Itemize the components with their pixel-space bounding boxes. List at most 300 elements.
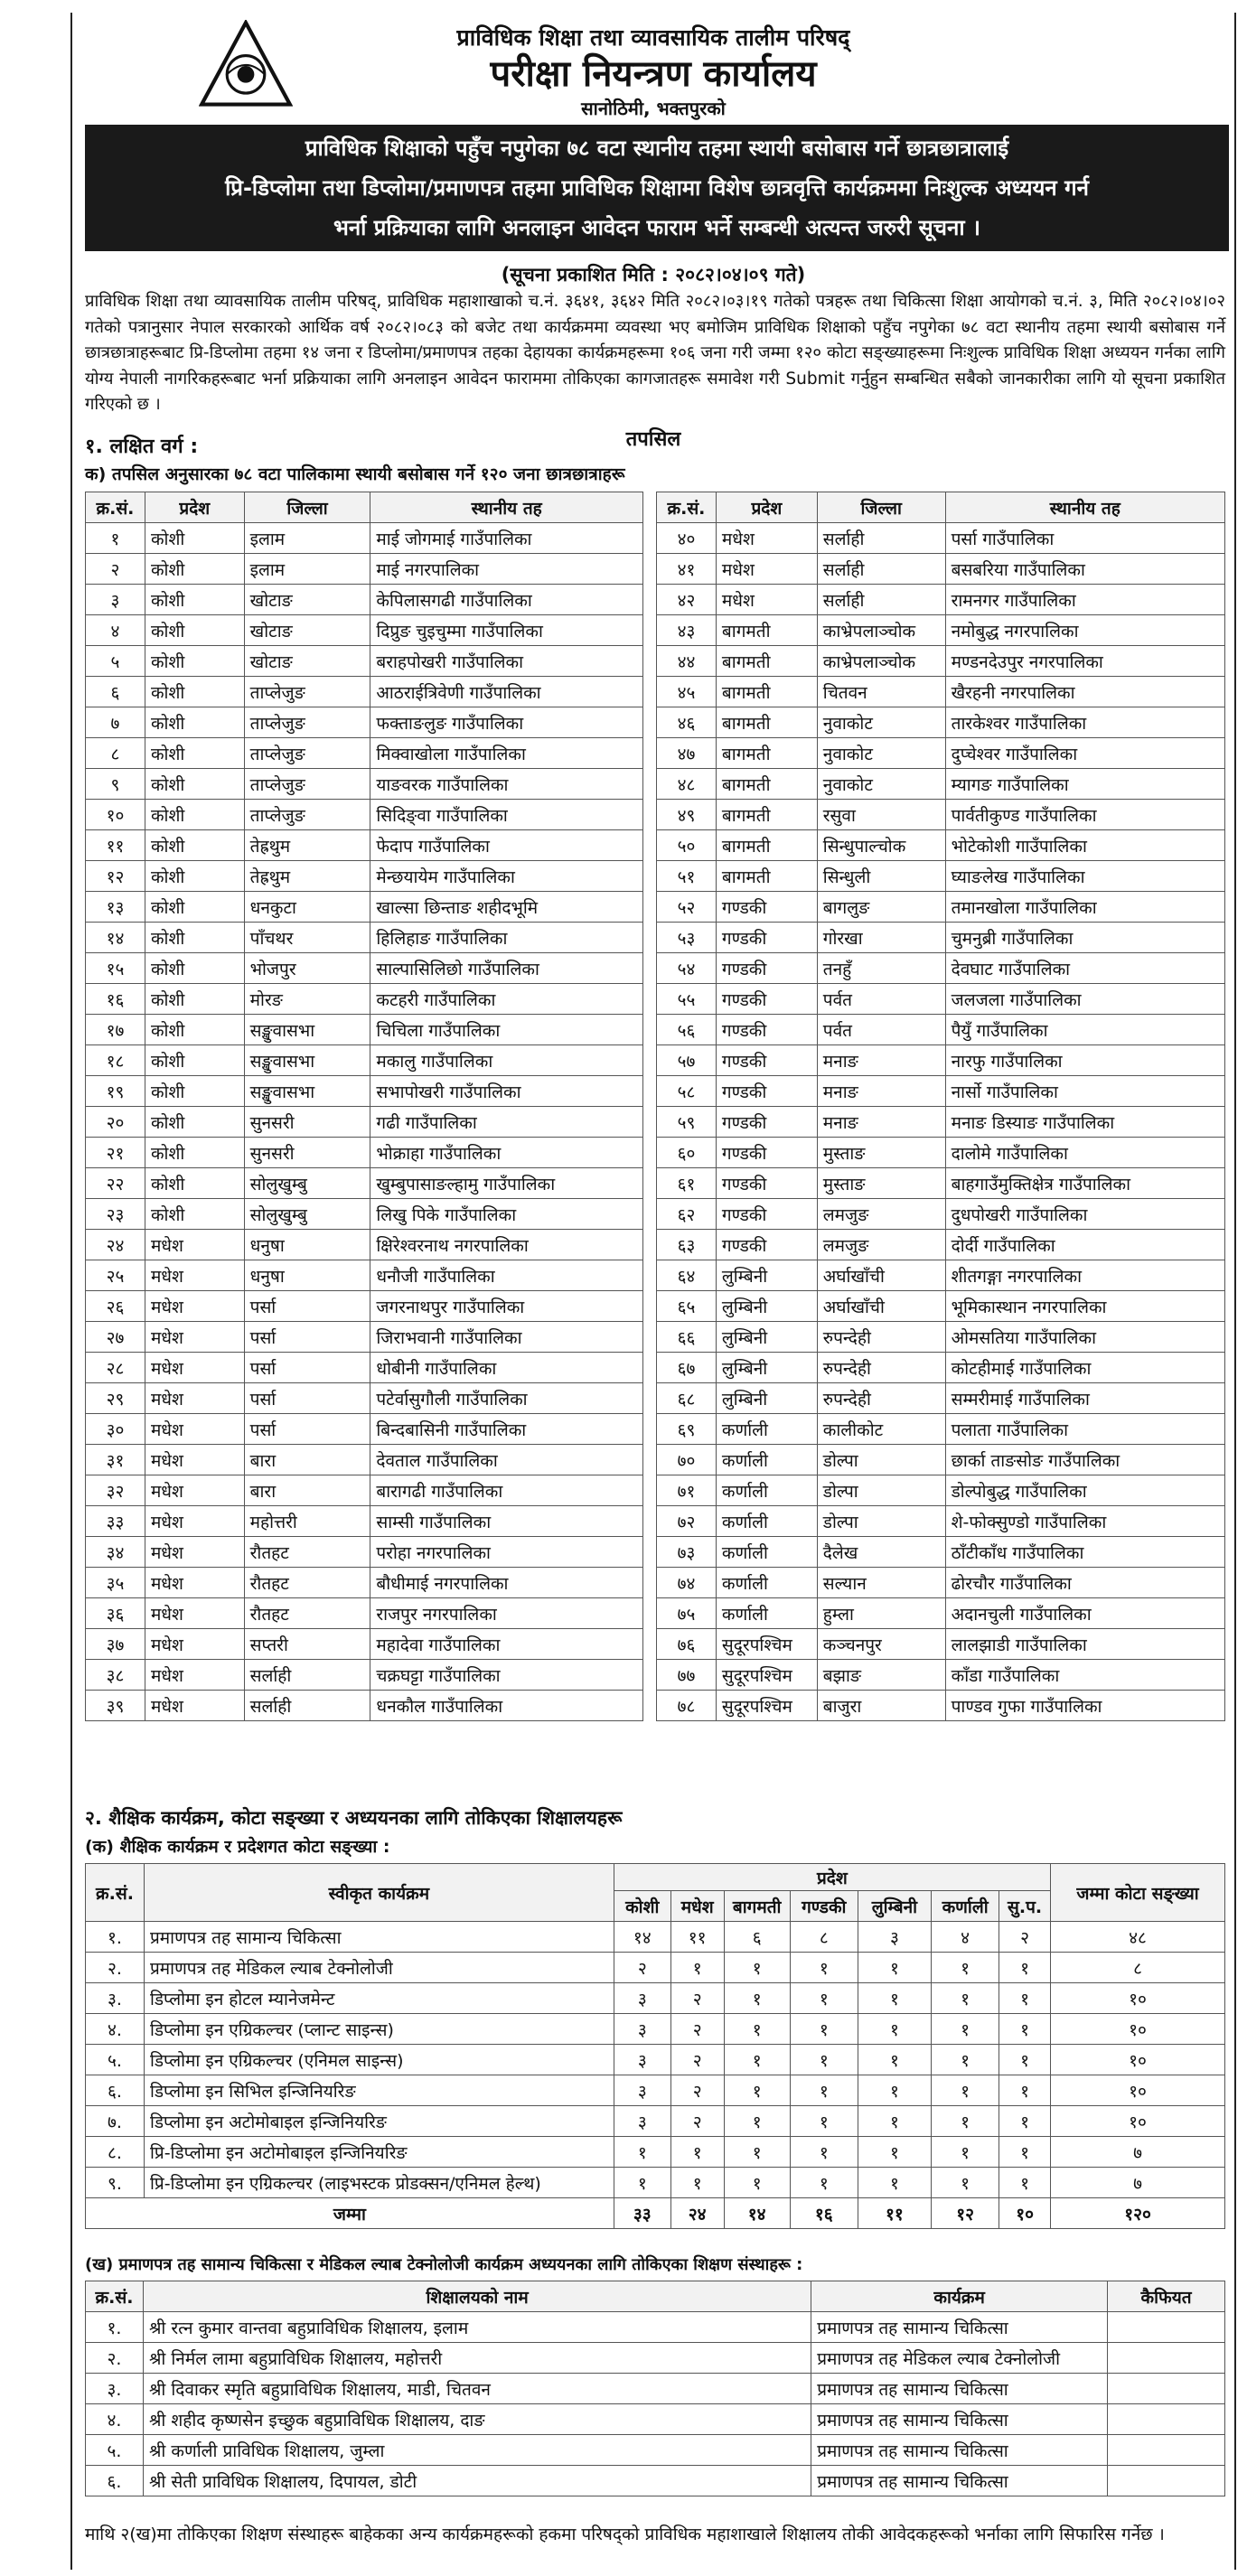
cell-quota: ३ bbox=[858, 1922, 931, 1953]
table-row bbox=[657, 707, 1225, 738]
cell-local-level: दिप्रुङ चुइचुम्मा गाउँपालिका bbox=[370, 615, 643, 646]
cell-province: गण्डकी bbox=[716, 1107, 817, 1138]
cell-quota: १ bbox=[999, 2137, 1051, 2168]
cell-sn: ७६ bbox=[657, 1629, 717, 1660]
cell-sn: ७० bbox=[657, 1445, 717, 1475]
notice-title-banner bbox=[85, 125, 1229, 251]
cell-province: कोशी bbox=[145, 1107, 244, 1138]
cell-program: प्रमाणपत्र तह सामान्य चिकित्सा bbox=[811, 2374, 1108, 2404]
cell-local-level: कोटहीमाई गाउँपालिका bbox=[945, 1353, 1224, 1383]
cell-institution: श्री रत्न कुमार वान्तवा बहुप्राविधिक शिक्षालय, इलाम bbox=[143, 2312, 811, 2343]
cell-institution: श्री शहीद कृष्णसेन इच्छुक बहुप्राविधिक शिक्षालय, दाङ bbox=[143, 2404, 811, 2435]
cell-local-level: मकालु गाउँपालिका bbox=[370, 1045, 643, 1076]
cell-quota: ४ bbox=[932, 1922, 999, 1953]
cell-district: सर्लाही bbox=[817, 554, 945, 585]
cell-sn: ७१ bbox=[657, 1475, 717, 1506]
cell-sn: ४४ bbox=[657, 646, 717, 677]
cell-quota: ३ bbox=[614, 2106, 670, 2137]
cell-district: बारा bbox=[244, 1475, 370, 1506]
cell-district: ताप्लेजुङ bbox=[244, 738, 370, 769]
cell-sn: ५. bbox=[86, 2045, 145, 2075]
cell-district: धनकुटा bbox=[244, 892, 370, 923]
total-value: १० bbox=[999, 2198, 1051, 2229]
cell-province: बागमती bbox=[716, 830, 817, 861]
cell-district: तेह्रथुम bbox=[244, 830, 370, 861]
cell-quota: १ bbox=[724, 2106, 790, 2137]
col-province: प्रदेश bbox=[716, 492, 817, 523]
cell-total: ८ bbox=[1051, 1953, 1225, 1983]
cell-local-level: महादेवा गाउँपालिका bbox=[370, 1629, 643, 1660]
total-value: २४ bbox=[670, 2198, 724, 2229]
table-row bbox=[86, 738, 643, 769]
cell-local-level: सभापोखरी गाउँपालिका bbox=[370, 1076, 643, 1107]
cell-quota: १४ bbox=[614, 1922, 670, 1953]
quota-col-province: सु.प. bbox=[999, 1891, 1051, 1922]
cell-sn: ६५ bbox=[657, 1291, 717, 1322]
table-row bbox=[86, 1691, 643, 1721]
cell-local-level: परोहा नगरपालिका bbox=[370, 1537, 643, 1568]
cell-district: बारा bbox=[244, 1445, 370, 1475]
quota-col-sn: क्र.सं. bbox=[86, 1864, 145, 1922]
cell-district: धनुषा bbox=[244, 1230, 370, 1260]
table-row bbox=[657, 615, 1225, 646]
cell-program: डिप्लोमा इन एग्रिकल्चर (एनिमल साइन्स) bbox=[144, 2045, 614, 2075]
table-row bbox=[86, 1260, 643, 1291]
cell-province: बागमती bbox=[716, 615, 817, 646]
cell-province: कोशी bbox=[145, 953, 244, 984]
cell-local-level: भोटेकोशी गाउँपालिका bbox=[945, 830, 1224, 861]
cell-quota: १ bbox=[790, 1983, 858, 2014]
cell-district: सप्तरी bbox=[244, 1629, 370, 1660]
cell-quota: ११ bbox=[670, 1922, 724, 1953]
cell-sn: ३७ bbox=[86, 1629, 145, 1660]
cell-sn: ५० bbox=[657, 830, 717, 861]
cell-sn: १२ bbox=[86, 861, 145, 892]
cell-district: पर्सा bbox=[244, 1353, 370, 1383]
cell-local-level: बसबरिया गाउँपालिका bbox=[945, 554, 1224, 585]
cell-sn: ७५ bbox=[657, 1598, 717, 1629]
cell-institution: श्री कर्णाली प्राविधिक शिक्षालय, जुम्ला bbox=[143, 2435, 811, 2466]
cell-remarks bbox=[1108, 2404, 1225, 2435]
cell-local-level: पैयुँ गाउँपालिका bbox=[945, 1015, 1224, 1045]
cell-quota: १ bbox=[932, 2106, 999, 2137]
cell-province: कोशी bbox=[145, 523, 244, 554]
table-row bbox=[86, 677, 643, 707]
cell-province: गण्डकी bbox=[716, 892, 817, 923]
table-row bbox=[86, 769, 643, 800]
cell-sn: ७३ bbox=[657, 1537, 717, 1568]
cell-district: खोटाङ bbox=[244, 615, 370, 646]
cell-province: कोशी bbox=[145, 769, 244, 800]
cell-local-level: फक्ताङलुङ गाउँपालिका bbox=[370, 707, 643, 738]
cell-sn: ५५ bbox=[657, 984, 717, 1015]
cell-local-level: चिचिला गाउँपालिका bbox=[370, 1015, 643, 1045]
cell-district: बझाङ bbox=[817, 1660, 945, 1691]
table-row bbox=[86, 2106, 1225, 2137]
cell-sn: ४० bbox=[657, 523, 717, 554]
col-local-level: स्थानीय तह bbox=[945, 492, 1224, 523]
cell-sn: ४ bbox=[86, 615, 145, 646]
local-levels-table-left bbox=[85, 492, 643, 1721]
cell-local-level: गढी गाउँपालिका bbox=[370, 1107, 643, 1138]
quota-col-province: लुम्बिनी bbox=[858, 1891, 931, 1922]
cell-institution: श्री सेती प्राविधिक शिक्षालय, दिपायल, डोटी bbox=[143, 2466, 811, 2496]
cell-sn: ३४ bbox=[86, 1537, 145, 1568]
cell-sn: ५७ bbox=[657, 1045, 717, 1076]
cell-program: प्रमाणपत्र तह सामान्य चिकित्सा bbox=[811, 2435, 1108, 2466]
cell-local-level: खैरहनी नगरपालिका bbox=[945, 677, 1224, 707]
cell-province: गण्डकी bbox=[716, 1168, 817, 1199]
cell-local-level: बौधीमाई नगरपालिका bbox=[370, 1568, 643, 1598]
cell-district: डोल्पा bbox=[817, 1445, 945, 1475]
cell-program: डिप्लोमा इन सिभिल इन्जिनियरिङ bbox=[144, 2075, 614, 2106]
cell-local-level: छार्का ताङसोङ गाउँपालिका bbox=[945, 1445, 1224, 1475]
cell-local-level: जलजला गाउँपालिका bbox=[945, 984, 1224, 1015]
cell-local-level: माई नगरपालिका bbox=[370, 554, 643, 585]
table-row bbox=[86, 707, 643, 738]
cell-quota: १ bbox=[790, 2106, 858, 2137]
table-row bbox=[86, 2374, 1225, 2404]
total-value: ११ bbox=[858, 2198, 931, 2229]
cell-local-level: साल्पासिलिछो गाउँपालिका bbox=[370, 953, 643, 984]
cell-district: सिन्धुपाल्चोक bbox=[817, 830, 945, 861]
office-location: सानोठिमी, भक्तपुरको bbox=[581, 98, 726, 119]
cell-district: रौतहट bbox=[244, 1598, 370, 1629]
cell-province: कोशी bbox=[145, 554, 244, 585]
cell-province: कोशी bbox=[145, 707, 244, 738]
cell-district: डोल्पा bbox=[817, 1506, 945, 1537]
quota-col-program: स्वीकृत कार्यक्रम bbox=[144, 1864, 614, 1922]
cell-sn: १. bbox=[86, 2312, 144, 2343]
table-row bbox=[86, 2014, 1225, 2045]
cell-sn: ५९ bbox=[657, 1107, 717, 1138]
cell-district: सर्लाही bbox=[244, 1660, 370, 1691]
cell-local-level: राजपुर नगरपालिका bbox=[370, 1598, 643, 1629]
cell-province: बागमती bbox=[716, 738, 817, 769]
table-row bbox=[657, 1568, 1225, 1598]
cell-local-level: फेदाप गाउँपालिका bbox=[370, 830, 643, 861]
cell-quota: १ bbox=[724, 2045, 790, 2075]
cell-local-level: पाण्डव गुफा गाउँपालिका bbox=[945, 1691, 1224, 1721]
cell-sn: ६७ bbox=[657, 1353, 717, 1383]
cell-local-level: सम्मरीमाई गाउँपालिका bbox=[945, 1383, 1224, 1414]
cell-province: बागमती bbox=[716, 861, 817, 892]
cell-district: मनाङ bbox=[817, 1107, 945, 1138]
cell-province: कोशी bbox=[145, 1168, 244, 1199]
section-1-subtitle: क) तपसिल अनुसारका ७८ वटा पालिकामा स्थायी बसोबास गर्ने १२० जना छात्रछात्राहरू bbox=[85, 464, 625, 484]
cell-province: मधेश bbox=[145, 1414, 244, 1445]
table-row bbox=[657, 738, 1225, 769]
cell-local-level: शे-फोक्सुण्डो गाउँपालिका bbox=[945, 1506, 1224, 1537]
table-row bbox=[657, 646, 1225, 677]
cell-province: सुदूरपश्चिम bbox=[716, 1660, 817, 1691]
cell-district: तनहुँ bbox=[817, 953, 945, 984]
cell-province: कोशी bbox=[145, 1076, 244, 1107]
cell-sn: ५८ bbox=[657, 1076, 717, 1107]
cell-district: मुस्ताङ bbox=[817, 1138, 945, 1168]
cell-sn: ६३ bbox=[657, 1230, 717, 1260]
cell-remarks bbox=[1108, 2435, 1225, 2466]
cell-sn: ४८ bbox=[657, 769, 717, 800]
table-row bbox=[657, 1015, 1225, 1045]
cell-sn: ३ bbox=[86, 585, 145, 615]
cell-quota: १ bbox=[670, 2137, 724, 2168]
cell-local-level: पलाता गाउँपालिका bbox=[945, 1414, 1224, 1445]
cell-remarks bbox=[1108, 2312, 1225, 2343]
table-row bbox=[657, 984, 1225, 1015]
cell-total: ७ bbox=[1051, 2137, 1225, 2168]
table-row bbox=[657, 1230, 1225, 1260]
banner-line-1: प्राविधिक शिक्षाको पहुँच नपुगेका ७८ वटा स्थानीय तहमा स्थायी बसोबास गर्ने छात्रछात्रालाई bbox=[305, 136, 1009, 161]
cell-program: प्रमाणपत्र तह सामान्य चिकित्सा bbox=[811, 2312, 1108, 2343]
cell-sn: ६१ bbox=[657, 1168, 717, 1199]
cell-program: डिप्लोमा इन होटल म्यानेजमेन्ट bbox=[144, 1983, 614, 2014]
cell-district: रौतहट bbox=[244, 1537, 370, 1568]
cell-province: गण्डकी bbox=[716, 1076, 817, 1107]
cell-quota: १ bbox=[932, 2045, 999, 2075]
table-row bbox=[86, 2045, 1225, 2075]
total-value: १२० bbox=[1051, 2198, 1225, 2229]
cell-quota: २ bbox=[614, 1953, 670, 1983]
cell-sn: ४. bbox=[86, 2014, 145, 2045]
table-row bbox=[657, 1107, 1225, 1138]
cell-quota: १ bbox=[790, 1953, 858, 1983]
cell-province: कोशी bbox=[145, 861, 244, 892]
cell-province: कर्णाली bbox=[716, 1568, 817, 1598]
cell-local-level: ढोरचौर गाउँपालिका bbox=[945, 1568, 1224, 1598]
cell-sn: ५१ bbox=[657, 861, 717, 892]
cell-province: लुम्बिनी bbox=[716, 1291, 817, 1322]
local-levels-table-right bbox=[656, 492, 1225, 1721]
cell-district: चितवन bbox=[817, 677, 945, 707]
cell-province: बागमती bbox=[716, 646, 817, 677]
cell-district: इलाम bbox=[244, 523, 370, 554]
cell-province: मधेश bbox=[145, 1260, 244, 1291]
cell-local-level: भोक्राहा गाउँपालिका bbox=[370, 1138, 643, 1168]
cell-local-level: खुम्बुपासाङल्हामु गाउँपालिका bbox=[370, 1168, 643, 1199]
cell-province: कोशी bbox=[145, 1045, 244, 1076]
cell-province: मधेश bbox=[145, 1322, 244, 1353]
office-name: परीक्षा नियन्त्रण कार्यालय bbox=[490, 53, 817, 95]
table-row bbox=[86, 830, 643, 861]
cell-district: बाजुरा bbox=[817, 1691, 945, 1721]
table-row bbox=[657, 1598, 1225, 1629]
cell-quota: १ bbox=[724, 2075, 790, 2106]
cell-local-level: चुमनुब्री गाउँपालिका bbox=[945, 923, 1224, 953]
cell-district: मोरङ bbox=[244, 984, 370, 1015]
cell-province: मधेश bbox=[145, 1291, 244, 1322]
cell-program: प्रमाणपत्र तह मेडिकल ल्याब टेक्नोलोजी bbox=[811, 2343, 1108, 2374]
cell-province: मधेश bbox=[145, 1568, 244, 1598]
table-row bbox=[86, 2137, 1225, 2168]
cell-sn: २७ bbox=[86, 1322, 145, 1353]
cell-province: कर्णाली bbox=[716, 1537, 817, 1568]
table-row bbox=[86, 1414, 643, 1445]
cell-province: गण्डकी bbox=[716, 1015, 817, 1045]
cell-local-level: देवघाट गाउँपालिका bbox=[945, 953, 1224, 984]
table-row bbox=[86, 2343, 1225, 2374]
table-row bbox=[657, 1506, 1225, 1537]
cell-province: बागमती bbox=[716, 800, 817, 830]
cell-program: डिप्लोमा इन अटोमोबाइल इन्जिनियरिङ bbox=[144, 2106, 614, 2137]
cell-sn: ५४ bbox=[657, 953, 717, 984]
cell-local-level: डोल्पोबुद्ध गाउँपालिका bbox=[945, 1475, 1224, 1506]
cell-sn: ७ bbox=[86, 707, 145, 738]
table-row bbox=[86, 554, 643, 585]
cell-quota: १ bbox=[999, 1953, 1051, 1983]
quota-col-province: मधेश bbox=[670, 1891, 724, 1922]
cell-district: भोजपुर bbox=[244, 953, 370, 984]
cell-province: कर्णाली bbox=[716, 1598, 817, 1629]
cell-province: कोशी bbox=[145, 646, 244, 677]
table-row bbox=[657, 554, 1225, 585]
quota-col-province: कोशी bbox=[614, 1891, 670, 1922]
cell-sn: ६४ bbox=[657, 1260, 717, 1291]
cell-local-level: शीतगङ्गा नगरपालिका bbox=[945, 1260, 1224, 1291]
quota-col-province: कर्णाली bbox=[932, 1891, 999, 1922]
cell-sn: ६. bbox=[86, 2466, 144, 2496]
cell-province: कोशी bbox=[145, 1015, 244, 1045]
cell-local-level: धनौजी गाउँपालिका bbox=[370, 1260, 643, 1291]
inst-col-remarks: कैफियत bbox=[1108, 2281, 1225, 2312]
cell-local-level: आठराईत्रिवेणी गाउँपालिका bbox=[370, 677, 643, 707]
cell-district: पर्सा bbox=[244, 1322, 370, 1353]
cell-province: कर्णाली bbox=[716, 1506, 817, 1537]
col-district: जिल्ला bbox=[817, 492, 945, 523]
table-row bbox=[86, 523, 643, 554]
cell-local-level: रामनगर गाउँपालिका bbox=[945, 585, 1224, 615]
cell-sn: १४ bbox=[86, 923, 145, 953]
cell-province: बागमती bbox=[716, 707, 817, 738]
cell-province: सुदूरपश्चिम bbox=[716, 1629, 817, 1660]
cell-province: मधेश bbox=[145, 1537, 244, 1568]
cell-quota: १ bbox=[932, 2014, 999, 2045]
cell-district: खोटाङ bbox=[244, 585, 370, 615]
tapsil-heading: तपसिल bbox=[625, 428, 681, 451]
cell-sn: २९ bbox=[86, 1383, 145, 1414]
notice-page bbox=[70, 13, 1236, 2570]
table-row bbox=[86, 1953, 1225, 1983]
cell-sn: ४७ bbox=[657, 738, 717, 769]
table-row bbox=[86, 1168, 643, 1199]
cell-province: कोशी bbox=[145, 1138, 244, 1168]
cell-province: कोशी bbox=[145, 892, 244, 923]
intro-paragraph: प्राविधिक शिक्षा तथा व्यावसायिक तालीम परिषद्, प्राविधिक महाशाखाको च.नं. ३६४१, ३६४२ मिति २०८२।०३।१९ गतेको पत्रहरू तथा चिकित्सा शिक्षा आयोगको च.नं. ३, मिति २०८२।०४।०२ गतेको पत्रानुसार नेपाल सरकारको आर्थिक वर्ष २०८२।०८३ को बजेट तथा कार्यक्रममा व्यवस्था भए बमोजिम प्राविधिक शिक्षाको पहुँच नपुगेका ७८ वटा स्थानीय तहमा स्थायी बसोबास गर्ने छात्रछात्राहरूबाट प्रि-डिप्लोमा तहमा १४ जना र डिप्लोमा/प्रमाणपत्र तहका देहायका कार्यक्रमहरूमा १०६ जना गरी जम्मा १२० कोटा सङ्ख्याहरूमा निःशुल्क प्राविधिक शिक्षा अध्ययन गर्नका लागि योग्य नेपाली नागरिकहरूबाट भर्ना प्रक्रियाका लागि अनलाइन आवेदन फाराममा तोकिएका कागजातहरू समावेश गरी Submit गर्नुहुन सम्बन्धित सबैको जानकारीका लागि यो सूचना प्रकाशित गरिएको छ । bbox=[85, 292, 1225, 414]
cell-province: मधेश bbox=[716, 554, 817, 585]
cell-quota: १ bbox=[724, 1983, 790, 2014]
table-row bbox=[657, 1138, 1225, 1168]
cell-sn: ४६ bbox=[657, 707, 717, 738]
cell-local-level: याङवरक गाउँपालिका bbox=[370, 769, 643, 800]
cell-quota: १ bbox=[858, 1953, 931, 1983]
cell-district: कालीकोट bbox=[817, 1414, 945, 1445]
cell-institution: श्री निर्मल लामा बहुप्राविधिक शिक्षालय, महोत्तरी bbox=[143, 2343, 811, 2374]
institutions-table bbox=[85, 2281, 1225, 2496]
table-row bbox=[657, 953, 1225, 984]
cell-district: काभ्रेपलाञ्चोक bbox=[817, 615, 945, 646]
table-row bbox=[86, 923, 643, 953]
table-row bbox=[657, 523, 1225, 554]
table-row bbox=[657, 1168, 1225, 1199]
cell-district: महोत्तरी bbox=[244, 1506, 370, 1537]
cell-sn: ३० bbox=[86, 1414, 145, 1445]
cell-province: मधेश bbox=[145, 1230, 244, 1260]
cell-sn: ७४ bbox=[657, 1568, 717, 1598]
cell-quota: १ bbox=[932, 2075, 999, 2106]
cell-district: रुपन्देही bbox=[817, 1353, 945, 1383]
cell-province: कर्णाली bbox=[716, 1414, 817, 1445]
cell-quota: १ bbox=[670, 2168, 724, 2198]
cell-district: इलाम bbox=[244, 554, 370, 585]
cell-district: सोलुखुम्बु bbox=[244, 1168, 370, 1199]
cell-province: कोशी bbox=[145, 830, 244, 861]
table-row bbox=[657, 923, 1225, 953]
cell-quota: १ bbox=[790, 2075, 858, 2106]
cell-sn: ३. bbox=[86, 1983, 145, 2014]
cell-district: रुपन्देही bbox=[817, 1322, 945, 1353]
cell-district: दैलेख bbox=[817, 1537, 945, 1568]
cell-sn: ६० bbox=[657, 1138, 717, 1168]
cell-local-level: मनाङ डिस्याङ गाउँपालिका bbox=[945, 1107, 1224, 1138]
cell-quota: १ bbox=[999, 2045, 1051, 2075]
cell-sn: १५ bbox=[86, 953, 145, 984]
cell-local-level: साम्सी गाउँपालिका bbox=[370, 1506, 643, 1537]
cell-district: पर्सा bbox=[244, 1291, 370, 1322]
cell-province: मधेश bbox=[145, 1445, 244, 1475]
cell-local-level: ठाँटीकाँध गाउँपालिका bbox=[945, 1537, 1224, 1568]
cell-local-level: बारागढी गाउँपालिका bbox=[370, 1475, 643, 1506]
table-row bbox=[86, 2075, 1225, 2106]
cell-local-level: लालझाडी गाउँपालिका bbox=[945, 1629, 1224, 1660]
cell-local-level: बाहगाउँमुक्तिक्षेत्र गाउँपालिका bbox=[945, 1168, 1224, 1199]
cell-district: पर्वत bbox=[817, 1015, 945, 1045]
cell-district: सङ्खुवासभा bbox=[244, 1045, 370, 1076]
table-row bbox=[657, 1353, 1225, 1383]
cell-sn: ४१ bbox=[657, 554, 717, 585]
cell-district: पाँचथर bbox=[244, 923, 370, 953]
cell-province: मधेश bbox=[145, 1383, 244, 1414]
total-label: जम्मा bbox=[86, 2198, 614, 2229]
cell-sn: ४२ bbox=[657, 585, 717, 615]
cell-institution: श्री दिवाकर स्मृति बहुप्राविधिक शिक्षालय, माडी, चितवन bbox=[143, 2374, 811, 2404]
cell-district: मनाङ bbox=[817, 1045, 945, 1076]
cell-district: कञ्चनपुर bbox=[817, 1629, 945, 1660]
cell-sn: २ bbox=[86, 554, 145, 585]
table-row bbox=[657, 1445, 1225, 1475]
cell-sn: ६८ bbox=[657, 1383, 717, 1414]
cell-sn: ९. bbox=[86, 2168, 145, 2198]
cell-province: मधेश bbox=[716, 523, 817, 554]
cell-quota: १ bbox=[858, 1983, 931, 2014]
cell-sn: ३६ bbox=[86, 1598, 145, 1629]
cell-district: सर्लाही bbox=[817, 523, 945, 554]
cell-sn: ७. bbox=[86, 2106, 145, 2137]
cell-district: काभ्रेपलाञ्चोक bbox=[817, 646, 945, 677]
cell-quota: १ bbox=[858, 2075, 931, 2106]
cell-quota: १ bbox=[858, 2014, 931, 2045]
cell-local-level: हिलिहाङ गाउँपालिका bbox=[370, 923, 643, 953]
cell-sn: १८ bbox=[86, 1045, 145, 1076]
cell-local-level: पर्सा गाउँपालिका bbox=[945, 523, 1224, 554]
total-row bbox=[86, 2198, 1225, 2229]
table-row bbox=[86, 2404, 1225, 2435]
cell-quota: १ bbox=[670, 1953, 724, 1983]
cell-local-level: भूमिकास्थान नगरपालिका bbox=[945, 1291, 1224, 1322]
cell-sn: ५ bbox=[86, 646, 145, 677]
table-row bbox=[657, 861, 1225, 892]
cell-province: कोशी bbox=[145, 677, 244, 707]
cell-local-level: खाल्सा छिन्ताङ शहीदभूमि bbox=[370, 892, 643, 923]
